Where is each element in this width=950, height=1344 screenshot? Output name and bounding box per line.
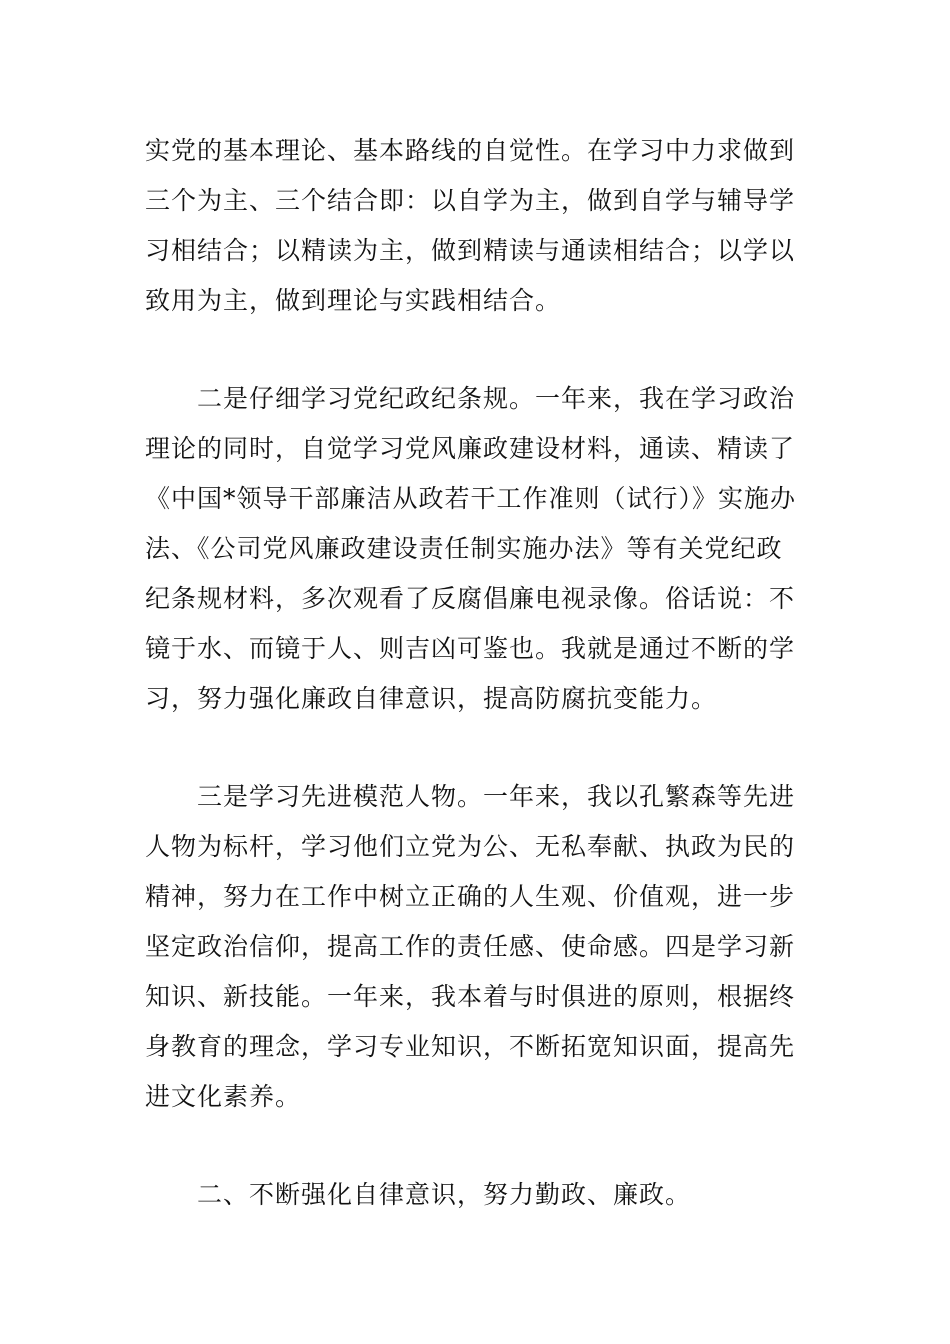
text-line: 《中国*领导干部廉洁从政若干工作准则（试行）》实施办: [145, 484, 797, 513]
text-line: 精神，努力在工作中树立正确的人生观、价值观，进一步: [145, 882, 796, 911]
text-line: 身教育的理念，学习专业知识，不断拓宽知识面，提高先: [145, 1032, 796, 1061]
text-line: 三个为主、三个结合即：以自学为主，做到自学与辅导学: [145, 186, 796, 215]
text-line: 法、《公司党风廉政建设责任制实施办法》等有关党纪政: [145, 534, 783, 563]
text-line: 三是学习先进模范人物。一年来，我以孔繁森等先进: [197, 782, 796, 811]
text-line: 习，努力强化廉政自律意识，提高防腐抗变能力。: [145, 684, 718, 713]
text-line: 知识、新技能。一年来，我本着与时俱进的原则，根据终: [145, 982, 796, 1011]
text-line: 坚定政治信仰，提高工作的责任感、使命感。四是学习新: [145, 932, 796, 961]
section-heading: [145, 1170, 810, 1220]
text-line: 二、不断强化自律意识，努力勤政、廉政。: [197, 1180, 692, 1209]
text-line: 致用为主，做到理论与实践相结合。: [145, 286, 562, 315]
text-line: 纪条规材料，多次观看了反腐倡廉电视录像。俗话说：不: [145, 584, 796, 613]
text-line: 二是仔细学习党纪政纪条规。一年来，我在学习政治: [197, 384, 796, 413]
text-line: 理论的同时，自觉学习党风廉政建设材料，通读、精读了: [145, 434, 796, 463]
paragraph-party-discipline: [145, 374, 810, 724]
text-line: 镜于水、而镜于人、则吉凶可鉴也。我就是通过不断的学: [145, 634, 796, 663]
paragraph-study-theory: [145, 126, 810, 326]
text-line: 人物为标杆，学习他们立党为公、无私奉献、执政为民的: [145, 832, 796, 861]
text-line: 习相结合；以精读为主，做到精读与通读相结合；以学以: [145, 236, 796, 265]
text-line: 进文化素养。: [145, 1082, 302, 1111]
paragraph-role-models: [145, 772, 810, 1122]
text-line: 实党的基本理论、基本路线的自觉性。在学习中力求做到: [145, 136, 796, 165]
